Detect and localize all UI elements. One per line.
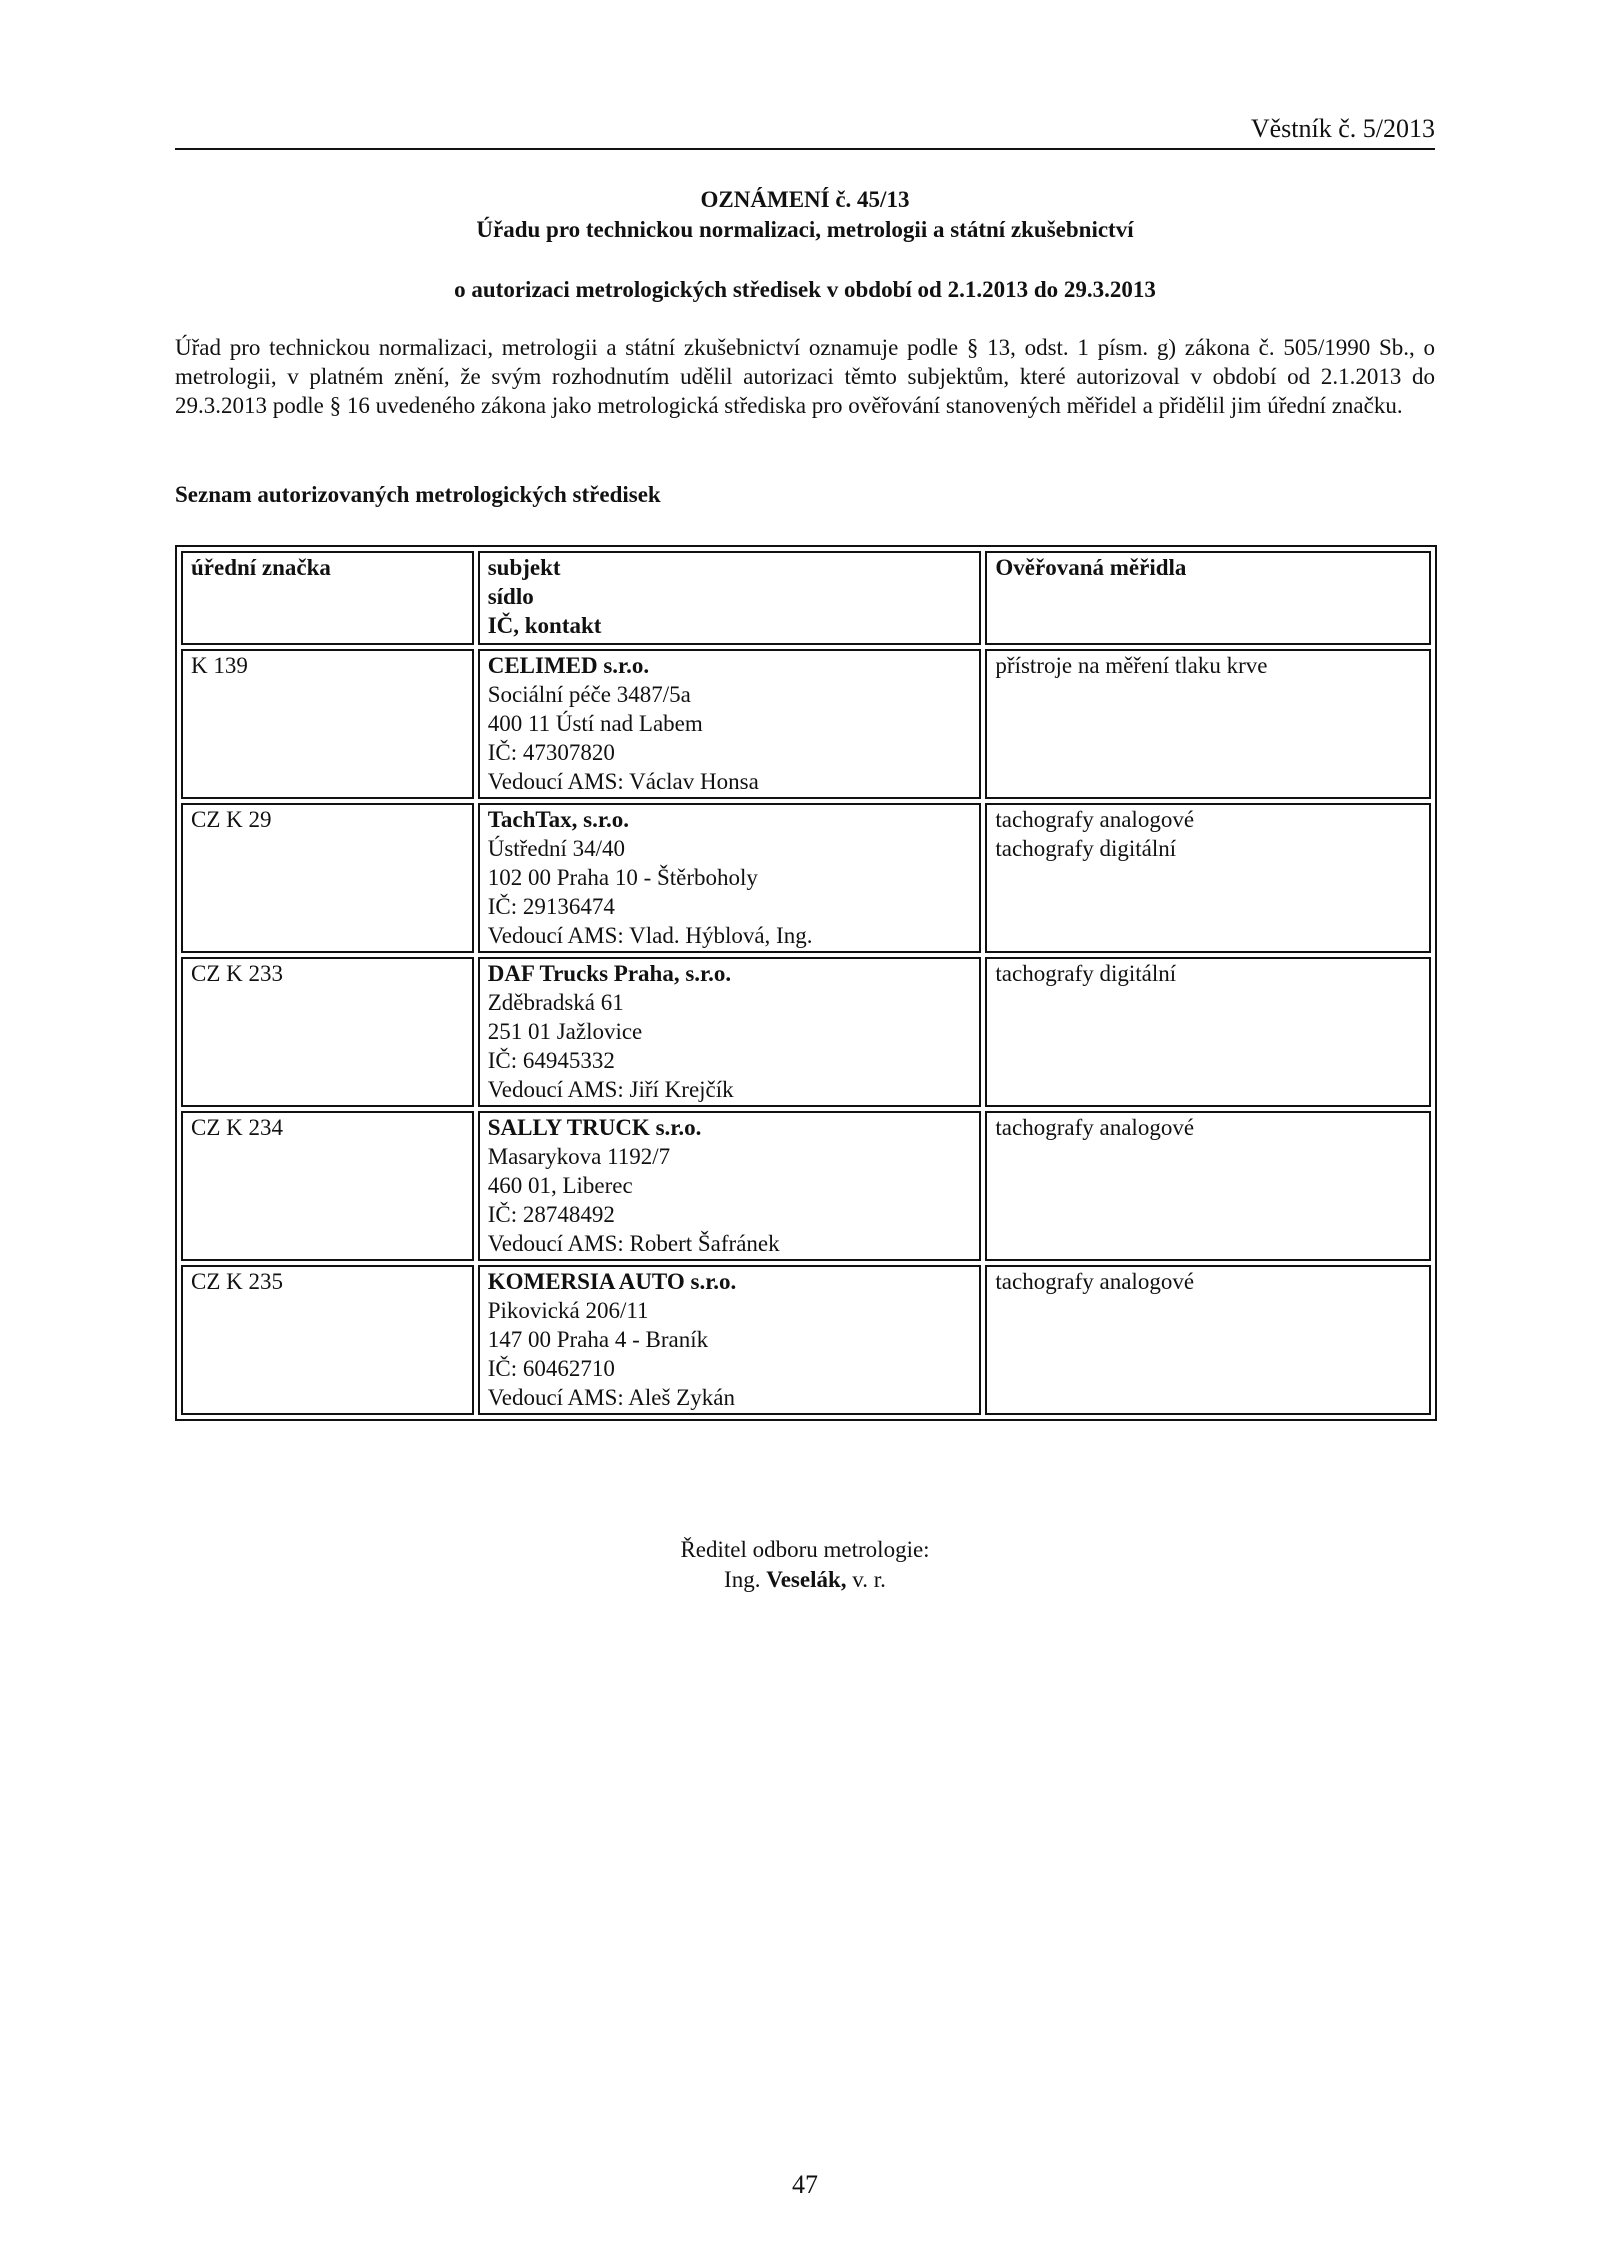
cell-instruments <box>985 1111 1431 1261</box>
instrument-item: tachografy analogové <box>995 1115 1195 1140</box>
header-mark <box>181 551 474 645</box>
subject-street: Masarykova 1192/7 <box>487 1144 671 1169</box>
signature-prefix: Ing. <box>724 1567 761 1592</box>
subject-contact: Vedoucí AMS: Aleš Zykán <box>487 1385 735 1410</box>
signature-name <box>175 1565 1435 1595</box>
table-row <box>181 957 1431 1107</box>
subject-street: Sociální péče 3487/5a <box>487 682 691 707</box>
header-instruments <box>985 551 1431 645</box>
subject-name: SALLY TRUCK s.r.o. <box>487 1115 702 1140</box>
subject-contact: Vedoucí AMS: Jiří Krejčík <box>487 1077 734 1102</box>
subject-ico: IČ: 47307820 <box>487 740 615 765</box>
subject-city: 102 00 Praha 10 - Štěrboholy <box>487 865 758 890</box>
cell-subject <box>478 649 982 799</box>
cell-mark: K 139 <box>181 649 474 799</box>
subject-street: Pikovická 206/11 <box>487 1298 649 1323</box>
list-heading: Seznam autorizovaných metrologických středisek <box>175 482 661 507</box>
instrument-item: tachografy analogové <box>995 1269 1195 1294</box>
cell-instruments <box>985 957 1431 1107</box>
cell-mark: CZ K 234 <box>181 1111 474 1261</box>
notice-subtitle: o autorizaci metrologických středisek v období od 2.1.2013 do 29.3.2013 <box>454 277 1156 302</box>
cell-mark: CZ K 235 <box>181 1265 474 1415</box>
signature-surname: Veselák, <box>766 1567 847 1592</box>
subject-ico: IČ: 29136474 <box>487 894 615 919</box>
subject-street: Zděbradská 61 <box>487 990 624 1015</box>
instrument-item: tachografy digitální <box>995 961 1177 986</box>
cell-instruments <box>985 649 1431 799</box>
header-subject <box>478 551 982 645</box>
table-header-row <box>181 551 1431 645</box>
subject-name: CELIMED s.r.o. <box>487 653 650 678</box>
header-instruments-label: Ověřovaná měřidla <box>995 555 1187 580</box>
subject-city: 400 11 Ústí nad Labem <box>487 711 703 736</box>
subject-ico: IČ: 60462710 <box>487 1356 615 1381</box>
subject-city: 147 00 Praha 4 - Braník <box>487 1327 709 1352</box>
header-contact-label: IČ, kontakt <box>487 613 602 638</box>
cell-mark: CZ K 233 <box>181 957 474 1107</box>
instrument-item: přístroje na měření tlaku krve <box>995 653 1268 678</box>
subject-name: TachTax, s.r.o. <box>487 807 629 832</box>
subject-name: DAF Trucks Praha, s.r.o. <box>487 961 732 986</box>
signature-block <box>175 1535 1435 1595</box>
cell-instruments <box>985 803 1431 953</box>
table-row <box>181 649 1431 799</box>
intro-paragraph: Úřad pro technickou normalizaci, metrologii a státní zkušebnictví oznamuje podle § 13, odst. 1 písm. g) zákona č. 505/1990 Sb., o metrologii, v platném znění, že svým rozhodnutím udělil autorizaci těmto subjektům, které autorizoval v období od 2.1.2013 do 29.3.2013 podle § 16 uvedeného zákona jako metrologická střediska pro ověřování stanovených měřidel a přidělil jim úřední značku. <box>175 335 1435 418</box>
subject-name: KOMERSIA AUTO s.r.o. <box>487 1269 737 1294</box>
journal-header: Věstník č. 5/2013 <box>175 110 1435 150</box>
notice-title: OZNÁMENÍ č. 45/13 <box>700 187 910 212</box>
cell-instruments <box>985 1265 1431 1415</box>
signature-suffix: v. r. <box>852 1567 886 1592</box>
table-row <box>181 1265 1431 1415</box>
cell-subject <box>478 1111 982 1261</box>
subject-ico: IČ: 28748492 <box>487 1202 615 1227</box>
notice-issuer: Úřadu pro technickou normalizaci, metrologii a státní zkušebnictví <box>476 217 1134 242</box>
subject-contact: Vedoucí AMS: Robert Šafránek <box>487 1231 780 1256</box>
cell-subject <box>478 957 982 1107</box>
instrument-item: tachografy analogové <box>995 807 1195 832</box>
subject-contact: Vedoucí AMS: Vlad. Hýblová, Ing. <box>487 923 813 948</box>
header-mark-label: úřední značka <box>191 555 331 580</box>
cell-subject <box>478 803 982 953</box>
subject-contact: Vedoucí AMS: Václav Honsa <box>487 769 759 794</box>
notice-title-block <box>175 185 1435 245</box>
subject-street: Ústřední 34/40 <box>487 836 626 861</box>
registry-table <box>175 545 1437 1421</box>
table-row <box>181 803 1431 953</box>
signature-role: Ředitel odboru metrologie: <box>680 1537 930 1562</box>
subject-ico: IČ: 64945332 <box>487 1048 615 1073</box>
header-seat-label: sídlo <box>487 584 534 609</box>
header-subject-label: subjekt <box>487 555 561 580</box>
cell-mark: CZ K 29 <box>181 803 474 953</box>
subject-city: 460 01, Liberec <box>487 1173 633 1198</box>
table-row <box>181 1111 1431 1261</box>
page-number: 47 <box>792 2170 818 2199</box>
instrument-item: tachografy digitální <box>995 836 1177 861</box>
subject-city: 251 01 Jažlovice <box>487 1019 643 1044</box>
cell-subject <box>478 1265 982 1415</box>
